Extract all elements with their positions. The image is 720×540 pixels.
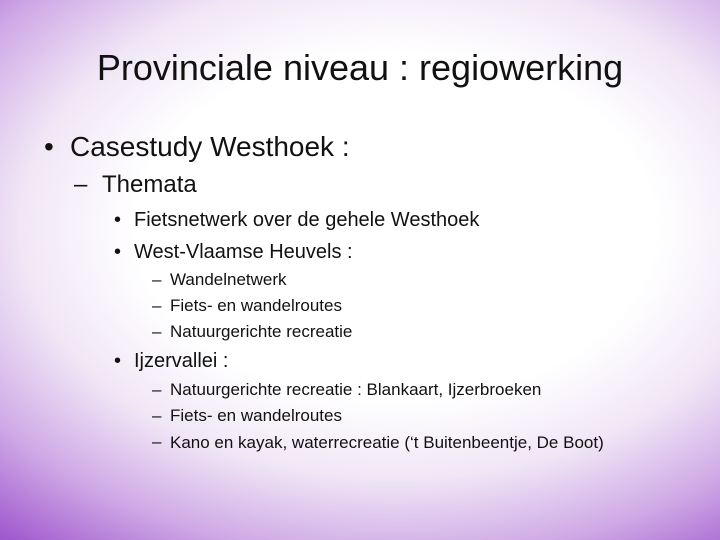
- bullet-wandelnetwerk: [152, 269, 287, 291]
- bullet-casestudy: [44, 131, 350, 163]
- bullet-text: Fiets- en wandelroutes: [170, 406, 342, 425]
- bullet-fietsnetwerk: [114, 208, 479, 232]
- bullet-text: Natuurgerichte recreatie: [170, 322, 353, 341]
- dash-marker: –: [152, 432, 162, 451]
- dash-marker: –: [152, 406, 162, 425]
- dash-marker: –: [152, 296, 162, 315]
- bullet-west-vlaamse-heuvels: [114, 240, 353, 264]
- bullet-ijzervallei: [114, 349, 228, 373]
- bullet-fiets-wandelroutes: [152, 295, 342, 317]
- bullet-blankaart-ijzerbroeken: [152, 379, 541, 401]
- bullet-kano-kayak: [152, 431, 640, 455]
- dash-marker: –: [152, 322, 162, 341]
- bullet-marker: •: [114, 350, 122, 372]
- bullet-marker: •: [114, 209, 122, 231]
- bullet-text: Themata: [102, 171, 197, 198]
- bullet-text: Natuurgerichte recreatie : Blankaart, Ijzerbroeken: [170, 380, 542, 399]
- dash-marker: –: [152, 380, 162, 399]
- bullet-text: Fietsnetwerk over de gehele Westhoek: [134, 209, 480, 231]
- dash-marker: –: [152, 270, 162, 289]
- dash-marker: –: [74, 171, 88, 198]
- bullet-text: Fiets- en wandelroutes: [170, 296, 342, 315]
- bullet-text: West-Vlaamse Heuvels :: [134, 241, 353, 263]
- bullet-marker: •: [114, 241, 122, 263]
- bullet-fiets-wandelroutes-2: [152, 405, 342, 427]
- bullet-text: Wandelnetwerk: [170, 270, 287, 289]
- bullet-text: Kano en kayak, waterrecreatie (‘t Buitenbeentje, De Boot): [170, 433, 604, 452]
- slide-title: Provinciale niveau : regiowerking: [96, 47, 624, 88]
- bullet-text: Ijzervallei :: [134, 350, 229, 372]
- bullet-text: Casestudy Westhoek :: [70, 131, 350, 162]
- bullet-marker: •: [44, 131, 54, 162]
- bullet-themata: [74, 171, 197, 199]
- bullet-natuurgerichte-recreatie: [152, 321, 352, 343]
